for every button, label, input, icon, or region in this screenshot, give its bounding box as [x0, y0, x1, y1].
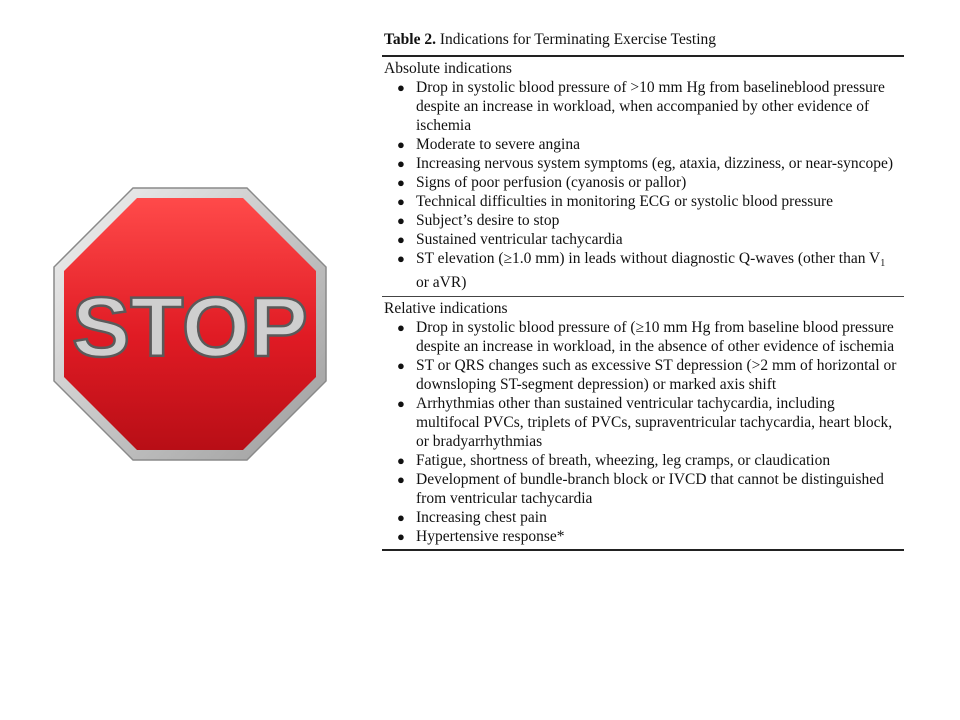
- bullet-icon: ●: [397, 396, 405, 411]
- bullet-icon: ●: [397, 510, 405, 525]
- table-top-rule: [382, 55, 904, 57]
- list-item-text: Drop in systolic blood pressure of (≥10 mm Hg from baseline blood pressure despite an increase in workload, in the absence of other evidence of ischemia: [416, 319, 895, 355]
- table-title-number: Table 2.: [384, 31, 436, 48]
- lead-subscript: 1: [880, 258, 886, 269]
- bullet-icon: ●: [397, 251, 405, 266]
- stop-sign-image: [52, 186, 328, 462]
- bullet-icon: ●: [397, 453, 405, 468]
- stop-sign-lettering: STOP: [72, 280, 308, 374]
- list-item: [382, 192, 904, 211]
- list-item-text: Fatigue, shortness of breath, wheezing, leg cramps, or claudication: [416, 452, 831, 469]
- relative-indications-heading: Relative indications: [384, 300, 508, 317]
- table-title-text: Indications for Terminating Exercise Testing: [435, 31, 717, 48]
- list-item: [382, 173, 904, 192]
- list-item-text: Hypertensive response*: [416, 528, 565, 545]
- list-item-text: Subject’s desire to stop: [416, 212, 560, 229]
- bullet-icon: ●: [397, 320, 405, 335]
- list-item-text: Increasing chest pain: [416, 509, 547, 526]
- list-item: [382, 249, 904, 292]
- indications-table: [382, 30, 904, 551]
- list-item: [382, 527, 904, 546]
- list-item-text: Signs of poor perfusion (cyanosis or pallor): [416, 174, 687, 191]
- list-item: [382, 470, 904, 508]
- bullet-icon: ●: [397, 358, 405, 373]
- bullet-icon: ●: [397, 232, 405, 247]
- bullet-icon: ●: [397, 213, 405, 228]
- list-item-text-end: or aVR): [416, 274, 467, 291]
- list-item: [382, 230, 904, 249]
- list-item-text: Moderate to severe angina: [416, 136, 580, 153]
- list-item-text: ST or QRS changes such as excessive ST depression (>2 mm of horizontal or downsloping ST-segment depression) or marked axis shift: [416, 357, 897, 393]
- absolute-indications-list: [382, 78, 904, 292]
- list-item: [382, 451, 904, 470]
- list-item-text: Increasing nervous system symptoms (eg, ataxia, dizziness, or near-syncope): [416, 155, 894, 172]
- bullet-icon: ●: [397, 194, 405, 209]
- bullet-icon: ●: [397, 137, 405, 152]
- bullet-icon: ●: [397, 175, 405, 190]
- list-item-text: Drop in systolic blood pressure of >10 mm Hg from baselineblood pressure despite an increase in workload, when accompanied by other evidence of ischemia: [416, 79, 885, 134]
- bullet-icon: ●: [397, 529, 405, 544]
- absolute-indications-heading: Absolute indications: [384, 60, 512, 77]
- bullet-icon: ●: [397, 472, 405, 487]
- table-bottom-rule: [382, 549, 904, 551]
- list-item: [382, 211, 904, 230]
- list-item: [382, 508, 904, 527]
- list-item: [382, 135, 904, 154]
- list-item-text: Development of bundle-branch block or IVCD that cannot be distinguished from ventricular tachycardia: [416, 471, 884, 507]
- list-item: [382, 78, 904, 135]
- list-item-text: Arrhythmias other than sustained ventricular tachycardia, including multifocal PVCs, triplets of PVCs, supraventricular tachycardia, heart block, or bradyarrhythmias: [416, 395, 893, 450]
- list-item-text: Sustained ventricular tachycardia: [416, 231, 623, 248]
- list-item: [382, 356, 904, 394]
- list-item-text: Technical difficulties in monitoring ECG or systolic blood pressure: [416, 193, 834, 210]
- bullet-icon: ●: [397, 156, 405, 171]
- bullet-icon: ●: [397, 80, 405, 95]
- list-item: [382, 318, 904, 356]
- section-divider: [382, 296, 904, 297]
- list-item-text: ST elevation (≥1.0 mm) in leads without diagnostic Q-waves (other than V: [416, 250, 881, 267]
- list-item: [382, 394, 904, 451]
- table-title: [382, 30, 904, 50]
- relative-indications-list: [382, 318, 904, 546]
- list-item: [382, 154, 904, 173]
